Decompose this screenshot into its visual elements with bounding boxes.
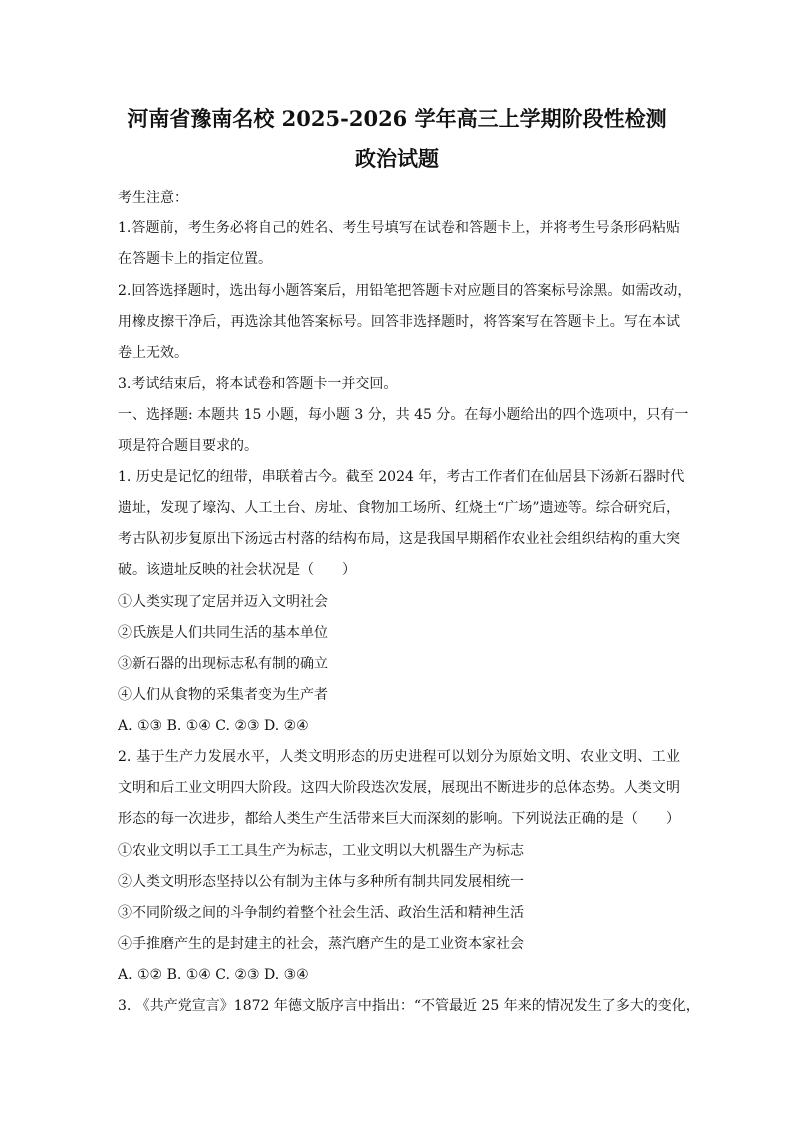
question-option: ③不同阶级之间的斗争制约着整个社会生活、政治生活和精神生活 xyxy=(118,905,524,921)
question-option: ②人类文明形态坚持以公有制为主体与多种所有制共同发展相统一 xyxy=(118,874,524,890)
question-stem: 3. 《共产党宣言》1872 年德文版序言中指出：“不管最近 25 年来的情况发生了多大的变化， xyxy=(118,998,700,1014)
notice-line: 3.考试结束后，将本试卷和答题卡一并交回。 xyxy=(118,376,398,392)
notice-line: 用橡皮擦干净后，再选涂其他答案标号。回答非选择题时，将答案写在答题卡上。写在本试 xyxy=(118,314,680,330)
question-option: ④人们从食物的采集者变为生产者 xyxy=(118,687,328,703)
section-heading: 项是符合题目要求的。 xyxy=(118,438,258,454)
notice-line: 在答题卡上的指定位置。 xyxy=(118,251,272,267)
question-stem: 考古队初步复原出下汤远古村落的结构布局，这是我国早期稻作农业社会组织结构的重大突 xyxy=(118,531,680,547)
question-stem: 遗址，发现了壕沟、人工土台、房址、食物加工场所、红烧土“广场”遗迹等。综合研究后， xyxy=(118,500,680,516)
document-title: 河南省豫南名校 2025-2026 学年高三上学期阶段性检测 xyxy=(127,106,667,131)
section-heading: 一、选择题: 本题共 15 小题，每小题 3 分，共 45 分。在每小题给出的四个选项中，只有一 xyxy=(118,407,689,423)
notice-line: 2.回答选择题时，选出每小题答案后，用铅笔把答题卡对应题目的答案标号涂黑。如需改动， xyxy=(118,283,692,299)
question-stem: 文明和后工业文明四大阶段。这四大阶段迭次发展，展现出不断进步的总体态势。人类文明 xyxy=(118,780,680,796)
answer-choices: A. ①② B. ①④ C. ②③ D. ③④ xyxy=(118,967,309,983)
notice-heading: 考生注意： xyxy=(118,190,188,206)
answer-choices: A. ①③ B. ①④ C. ②③ D. ②④ xyxy=(118,718,309,734)
question-stem: 1. 历史是记忆的纽带，串联着古今。截至 2024 年，考古工作者们在仙居县下汤新石器时代 xyxy=(118,469,685,485)
question-option: ②氏族是人们共同生活的基本单位 xyxy=(118,625,328,641)
question-option: ③新石器的出现标志私有制的确立 xyxy=(118,656,328,672)
question-stem: 2. 基于生产力发展水平，人类文明形态的历史进程可以划分为原始文明、农业文明、工业 xyxy=(118,749,680,765)
notice-line: 1.答题前，考生务必将自己的姓名、考生号填写在试卷和答题卡上，并将考生号条形码粘贴 xyxy=(118,220,680,236)
notice-line: 卷上无效。 xyxy=(118,345,188,361)
question-stem: 形态的每一次进步，都给人类生产生活带来巨大而深刻的影响。下列说法正确的是（ ） xyxy=(118,811,680,827)
question-option: ①人类实现了定居并迈入文明社会 xyxy=(118,594,328,610)
question-stem: 破。该遗址反映的社会状况是（ ） xyxy=(118,562,356,578)
question-option: ④手推磨产生的是封建主的社会，蒸汽磨产生的是工业资本家社会 xyxy=(118,936,524,952)
question-option: ①农业文明以手工工具生产为标志，工业文明以大机器生产为标志 xyxy=(118,843,524,859)
document-subtitle: 政治试题 xyxy=(355,146,439,171)
